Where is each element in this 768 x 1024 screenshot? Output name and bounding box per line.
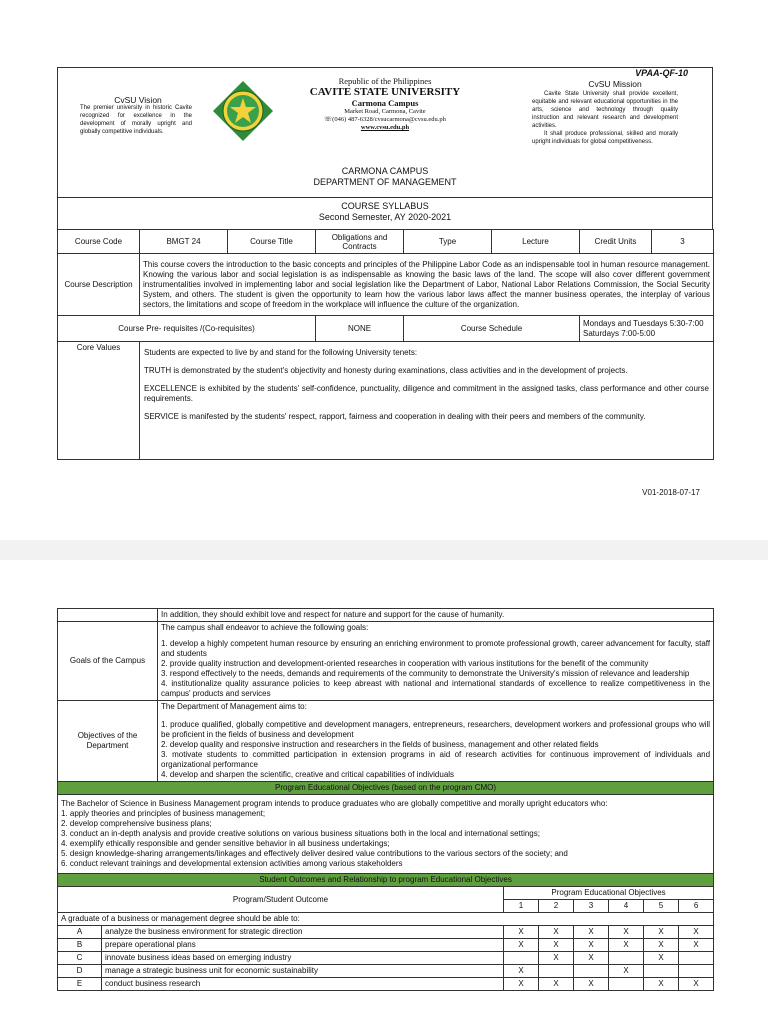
mission-paragraph-1: Cavite State University shall provide excellent, equitable and relevant educational opportunities in the arts, science and technology through quality instruction and relevant research and development activities.	[532, 91, 678, 129]
syllabus-title-box	[57, 198, 713, 230]
course-title-label: Course Title	[228, 230, 316, 254]
syllabus-page-2	[0, 560, 768, 1024]
objective-item: 1. produce qualified, globally competitive and development managers, entrepreneurs, researchers, development workers and professional groups who will be proficient in the fields of business and development	[161, 720, 711, 739]
objectives-label: Objectives of the Department	[58, 701, 158, 782]
so-mark: X	[609, 965, 644, 978]
so-mark: X	[504, 978, 539, 991]
so-row	[58, 965, 714, 978]
peo-header: Program Educational Objectives (based on the program CMO)	[58, 782, 714, 795]
so-row	[58, 952, 714, 965]
so-text: conduct business research	[102, 978, 504, 991]
so-mark	[574, 965, 609, 978]
so-mark: X	[644, 939, 679, 952]
so-row	[58, 978, 714, 991]
schedule-label: Course Schedule	[404, 316, 580, 342]
peo-number: 2	[539, 900, 574, 913]
so-mark: X	[679, 978, 714, 991]
course-info-table	[57, 229, 714, 460]
credit-units-label: Credit Units	[580, 230, 652, 254]
so-mark: X	[609, 939, 644, 952]
peo-item: 5. design knowledge-sharing arrangements/linkages and effectively deliver desired value contributions to the various sectors of the society; and	[61, 849, 568, 858]
course-code-label: Course Code	[58, 230, 140, 254]
university-letterhead	[290, 76, 480, 131]
university-name: CAVITE STATE UNIVERSITY	[309, 86, 461, 98]
so-letter: B	[58, 939, 102, 952]
so-mark: X	[679, 926, 714, 939]
schedule-value	[580, 316, 714, 342]
so-letter: D	[58, 965, 102, 978]
version-code: V01-2018-07-17	[642, 488, 700, 497]
core-values-content	[140, 342, 714, 460]
goals-label: Goals of the Campus	[58, 622, 158, 701]
so-letter: E	[58, 978, 102, 991]
so-intro: A graduate of a business or management degree should be able to:	[58, 913, 714, 926]
peo-number: 3	[574, 900, 609, 913]
campus-name: Carmona Campus	[351, 98, 419, 108]
core-value-service: SERVICE is manifested by the students' respect, rapport, fairness and cooperation in dealing with their peers and members of the community.	[144, 412, 646, 421]
vision-text: The premier university in historic Cavite recognized for excellence in the development of morally upright and globally competitive individuals.	[80, 105, 192, 135]
objective-item: 4. develop and sharpen the scientific, creative and critical capabilities of individuals	[161, 770, 455, 779]
so-mark: X	[539, 952, 574, 965]
so-mark	[609, 978, 644, 991]
so-mark: X	[504, 939, 539, 952]
so-rows	[58, 926, 714, 991]
campus-label: CARMONA CAMPUS	[341, 166, 429, 176]
so-mark: X	[504, 965, 539, 978]
contact-info: ☏(046) 487-6328/cvsucarmona@cvsu.edu.ph	[324, 116, 446, 123]
goal-item: 2. provide quality instruction and development-oriented researches in cooperation with various institutions for the benefit of the community	[161, 659, 649, 668]
peo-number: 1	[504, 900, 539, 913]
core-values-intro: Students are expected to live by and stand for the following University tenets:	[144, 348, 418, 357]
website-link[interactable]: www.cvsu.edu.ph	[360, 124, 410, 131]
so-row	[58, 926, 714, 939]
so-text: analyze the business environment for strategic direction	[102, 926, 504, 939]
peo-item: 1. apply theories and principles of business management;	[61, 809, 266, 818]
objective-item: 2. develop quality and responsive instruction and researchers in the fields of business, management and other related fields	[161, 740, 599, 749]
peo-intro: The Bachelor of Science in Business Management program intends to produce graduates who are globally competitive and morally upright educators who:	[61, 799, 608, 808]
peo-number: 5	[644, 900, 679, 913]
objectives-content	[158, 701, 714, 782]
so-text: innovate business ideas based on emerging industry	[102, 952, 504, 965]
peo-number: 6	[679, 900, 714, 913]
peo-number: 4	[609, 900, 644, 913]
goal-item: 1. develop a highly competent human resource by ensuring an enriching environment to promote professional growth, career advancement for faculty, staff and students	[161, 639, 711, 658]
department-label: DEPARTMENT OF MANAGEMENT	[313, 177, 457, 187]
mission-title: CvSU Mission	[588, 79, 642, 89]
goal-item: 4. institutionalize quality assurance policies to keep abreast with national and international standards of excellence to realize competitiveness in the campus' products and services	[161, 679, 711, 698]
objective-item: 3. motivate students to committed participation in extension programs in aid of research activities for continuous improvement of individuals and organizational performance	[161, 750, 711, 769]
campus-department-label	[290, 166, 480, 188]
type-label: Type	[404, 230, 492, 254]
goals-content	[158, 622, 714, 701]
so-mark	[504, 952, 539, 965]
objectives-intro: The Department of Management aims to:	[161, 702, 307, 711]
mission-paragraph-2: It shall produce professional, skilled and morally upright individuals for global competitiveness.	[532, 131, 678, 145]
so-text: manage a strategic business unit for economic sustainability	[102, 965, 504, 978]
peo-item: 3. conduct an in-depth analysis and provide creative solutions on various business situations both in the local and international settings;	[61, 829, 540, 838]
syllabus-title: COURSE SYLLABUS	[341, 201, 429, 211]
university-seal-logo	[212, 80, 274, 142]
republic-line: Republic of the Philippines	[338, 76, 432, 86]
so-mark: X	[574, 952, 609, 965]
so-mark	[609, 952, 644, 965]
vision-title: CvSU Vision	[114, 95, 162, 105]
type-value: Lecture	[492, 230, 580, 254]
credit-units: 3	[652, 230, 714, 254]
so-mark	[539, 965, 574, 978]
continuation-label-cell	[58, 609, 158, 622]
so-mark: X	[644, 952, 679, 965]
course-description-label: Course Description	[58, 254, 140, 316]
address: Market Road, Carmona, Cavite	[344, 108, 426, 115]
so-mark: X	[679, 939, 714, 952]
course-title: Obligations and Contracts	[316, 230, 404, 254]
so-mark: X	[574, 978, 609, 991]
so-mark: X	[504, 926, 539, 939]
so-text: prepare operational plans	[102, 939, 504, 952]
core-values-continuation: In addition, they should exhibit love and respect for nature and support for the cause of humanity.	[158, 609, 714, 622]
peo-item: 6. conduct relevant trainings and developmental extension activities among various stakeholders	[61, 859, 403, 868]
so-column-label: Program/Student Outcome	[58, 887, 504, 913]
so-mark: X	[609, 926, 644, 939]
prereq-label: Course Pre- requisites /(Co-requisites)	[58, 316, 316, 342]
goals-intro: The campus shall endeavor to achieve the following goals:	[161, 623, 369, 632]
semester: Second Semester, AY 2020-2021	[318, 212, 452, 222]
so-peo-label: Program Educational Objectives	[504, 887, 714, 900]
core-value-truth: TRUTH is demonstrated by the student's objectivity and honesty during examinations, class activities and in the development of projects.	[144, 366, 628, 375]
goals-objectives-table	[57, 608, 714, 991]
peo-item: 2. develop comprehensive business plans;	[61, 819, 212, 828]
mission-text	[532, 90, 678, 146]
so-mark	[679, 952, 714, 965]
so-mark: X	[539, 926, 574, 939]
course-code: BMGT 24	[140, 230, 228, 254]
course-description: This course covers the introduction to the basic concepts and principles of the Philippine Labor Code as an indispensable tool in human resource management. Knowing the various labor and social legislation is as indispensable as knowing the basic laws of the land. The scope will also cover different government instrumentalities involved in implementing labor and social legislation like the Department of Labor, National Labor Relations Commission, the Social Security System, and others. The student is given the opportunity to learn how the various labor laws affect the manner business operates, the interplay of various sectors, the limitations and scope of freedom in the workplace will influence the culture of the organization.	[140, 254, 714, 316]
so-mark: X	[574, 926, 609, 939]
prereq-value: NONE	[316, 316, 404, 342]
schedule-line-1: Mondays and Tuesdays 5:30-7:00	[583, 318, 704, 328]
so-mark	[679, 965, 714, 978]
so-letter: A	[58, 926, 102, 939]
so-row	[58, 939, 714, 952]
so-mark: X	[539, 939, 574, 952]
core-values-label: Core Values	[58, 342, 140, 460]
so-mark	[644, 965, 679, 978]
so-letter: C	[58, 952, 102, 965]
so-mark: X	[574, 939, 609, 952]
form-code: VPAA-QF-10	[635, 68, 688, 78]
so-mark: X	[539, 978, 574, 991]
schedule-line-2: Saturdays 7:00-5:00	[583, 328, 656, 338]
goal-item: 3. respond effectively to the needs, demands and requirements of the community to demonstrate the University's mission of relevance and leadership	[161, 669, 690, 678]
peo-content	[58, 795, 714, 874]
core-value-excellence: EXCELLENCE is exhibited by the students' self-confidence, punctuality, diligence and commitment in the assigned tasks, class performance and other course requirements.	[144, 384, 709, 403]
peo-item: 4. exemplify ethically responsible and gender sensitive behavior in all business undertakings;	[61, 839, 390, 848]
so-header: Student Outcomes and Relationship to program Educational Objectives	[58, 874, 714, 887]
so-mark: X	[644, 926, 679, 939]
so-mark: X	[644, 978, 679, 991]
